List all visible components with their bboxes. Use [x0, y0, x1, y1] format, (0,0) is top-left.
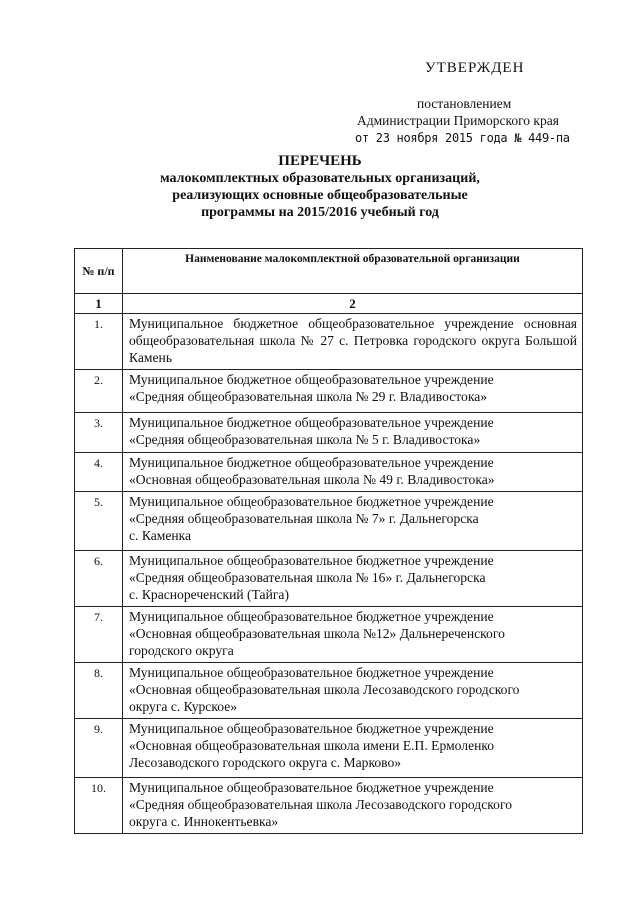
- table-row: [75, 551, 583, 607]
- table-body: [75, 314, 583, 834]
- approval-block: [0, 0, 640, 150]
- row-number: 6.: [75, 551, 123, 607]
- organization-name: [123, 453, 583, 492]
- approval-line-1: постановлением: [417, 96, 512, 111]
- organization-name-line: Муниципальное общеобразовательное бюджетное учреждение: [129, 553, 494, 568]
- organization-name: [123, 492, 583, 551]
- table-row: [75, 492, 583, 551]
- organization-name-line: «Средняя общеобразовательная школа Лесозаводского городского: [129, 797, 512, 812]
- table-header-row: [75, 249, 583, 294]
- header-num: № п/п: [75, 249, 123, 294]
- organization-name-line: Лесозаводского городского округа с. Марково»: [129, 755, 402, 770]
- table-row: [75, 314, 583, 370]
- organization-name: [123, 314, 583, 370]
- organization-name-line: с. Каменка: [129, 528, 192, 543]
- table-row: [75, 663, 583, 719]
- row-number: 1.: [75, 314, 123, 370]
- organization-name: [123, 370, 583, 413]
- organization-name-line: с. Краснореченский (Тайга): [129, 587, 289, 602]
- organization-name-line: «Средняя общеобразовательная школа № 16» г. Дальнегорска: [129, 570, 486, 585]
- organization-name-line: «Средняя общеобразовательная школа № 5 г. Владивостока»: [129, 432, 481, 447]
- organization-name-line: «Основная общеобразовательная школа Лесозаводского городского: [129, 682, 520, 697]
- table-row: [75, 453, 583, 492]
- organization-name-line: Муниципальное бюджетное общеобразовательное учреждение основная общеобразовательная школа № 27 с. Петровка городского округа Большой Камень: [129, 316, 577, 365]
- organization-name-line: Муниципальное бюджетное общеобразовательное учреждение: [129, 455, 494, 470]
- table-row: [75, 719, 583, 778]
- table-row: [75, 607, 583, 663]
- row-number: 3.: [75, 413, 123, 453]
- row-number: 4.: [75, 453, 123, 492]
- approval-line-3: от 23 ноября 2015 года № 449-па: [355, 131, 570, 145]
- organization-name-line: Муниципальное общеобразовательное бюджетное учреждение: [129, 609, 494, 624]
- column-index-row: [75, 294, 583, 314]
- heading-line-2: реализующих основные общеобразовательные: [172, 188, 468, 203]
- organization-name: [123, 607, 583, 663]
- column-index-2: 2: [123, 294, 583, 314]
- organization-name-line: «Средняя общеобразовательная школа № 29 г. Владивостока»: [129, 389, 488, 404]
- row-number: 2.: [75, 370, 123, 413]
- approval-title: УТВЕРЖДЕН: [425, 60, 525, 76]
- organization-name: [123, 663, 583, 719]
- organization-name: [123, 719, 583, 778]
- organization-name-line: Муниципальное общеобразовательное бюджетное учреждение: [129, 494, 494, 509]
- organization-name-line: округа с. Курское»: [129, 699, 238, 714]
- row-number: 7.: [75, 607, 123, 663]
- column-index-1: 1: [75, 294, 123, 314]
- organization-name-line: Муниципальное общеобразовательное бюджетное учреждение: [129, 665, 494, 680]
- organization-name-line: Муниципальное бюджетное общеобразовательное учреждение: [129, 415, 494, 430]
- heading-line-1: малокомплектных образовательных организаций,: [160, 171, 480, 186]
- organization-name-line: Муниципальное общеобразовательное бюджетное учреждение: [129, 780, 494, 795]
- organization-name: [123, 413, 583, 453]
- organization-name-line: городского округа: [129, 643, 234, 658]
- organization-name-line: «Основная общеобразовательная школа № 49 г. Владивостока»: [129, 472, 495, 487]
- organization-name: [123, 778, 583, 834]
- organization-name-line: «Основная общеобразовательная школа №12» Дальнереченского: [129, 626, 505, 641]
- organization-name-line: округа с. Иннокентьевка»: [129, 814, 279, 829]
- organizations-table: [74, 248, 583, 834]
- organization-name: [123, 551, 583, 607]
- header-name: Наименование малокомплектной образовательной организации: [123, 249, 583, 294]
- organization-name-line: «Основная общеобразовательная школа имени Е.П. Ермоленко: [129, 738, 495, 753]
- approval-line-2: Администрации Приморского края: [357, 113, 559, 128]
- organization-name-line: Муниципальное бюджетное общеобразовательное учреждение: [129, 372, 494, 387]
- row-number: 8.: [75, 663, 123, 719]
- organization-name-line: «Средняя общеобразовательная школа № 7» г. Дальнегорска: [129, 511, 479, 526]
- heading-title: ПЕРЕЧЕНЬ: [278, 153, 362, 169]
- document-heading: [0, 152, 640, 221]
- heading-line-3: программы на 2015/2016 учебный год: [201, 205, 439, 220]
- row-number: 10.: [75, 778, 123, 834]
- table-row: [75, 413, 583, 453]
- table-row: [75, 370, 583, 413]
- table-row: [75, 778, 583, 834]
- row-number: 9.: [75, 719, 123, 778]
- row-number: 5.: [75, 492, 123, 551]
- organization-name-line: Муниципальное общеобразовательное бюджетное учреждение: [129, 721, 494, 736]
